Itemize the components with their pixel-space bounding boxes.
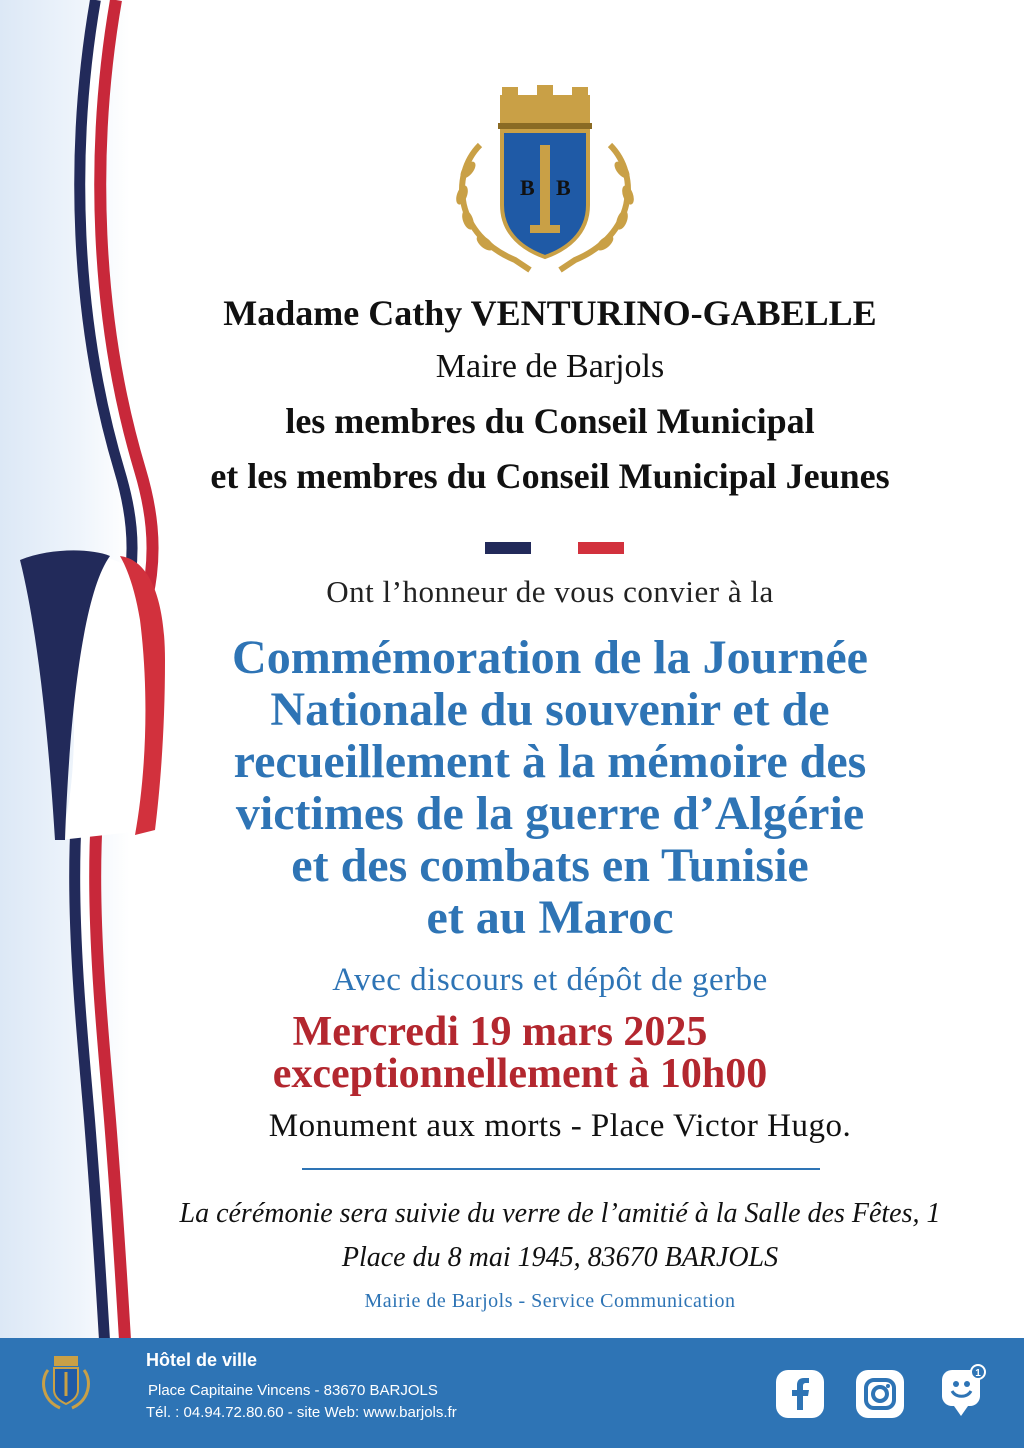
invitation-text: Ont l’honneur de vous convier à la [326, 574, 774, 609]
instagram-icon[interactable] [856, 1370, 904, 1418]
event-title-line: recueillement à la mémoire des [233, 735, 867, 788]
reception-note-line: Place du 8 mai 1945, 83670 BARJOLS [341, 1242, 779, 1273]
crest-letter-left: B [520, 175, 535, 200]
facebook-icon[interactable] [776, 1370, 824, 1418]
notification-count: 1 [975, 1368, 981, 1379]
footer-crest-logo [40, 1352, 92, 1414]
mayor-name: Madame Cathy VENTURINO-GABELLE [223, 293, 877, 333]
city-app-icon[interactable] [940, 1364, 986, 1420]
event-title [130, 632, 970, 944]
event-subtitle: Avec discours et dépôt de gerbe [332, 962, 768, 998]
youth-council-line: et les membres du Conseil Municipal Jeunes [210, 456, 890, 496]
flag-dash-red [578, 542, 624, 554]
event-title-line: et des combats en Tunisie [291, 839, 809, 892]
reception-note-line: La cérémonie sera suivie du verre de l’amitié à la Salle des Fêtes, 1 [179, 1198, 941, 1229]
credit-text: Mairie de Barjols - Service Communication [364, 1290, 736, 1312]
footer-title: Hôtel de ville [146, 1350, 258, 1370]
event-date: Mercredi 19 mars 2025 [292, 1009, 708, 1055]
footer-bar [0, 1338, 1024, 1448]
mayor-role: Maire de Barjols [435, 348, 665, 385]
event-time: exceptionnellement à 10h00 [272, 1051, 768, 1097]
event-title-line: Nationale du souvenir et de [270, 683, 830, 736]
event-title-line: Commémoration de la Journée [232, 631, 868, 684]
flag-dash-blue [485, 542, 531, 554]
event-location: Monument aux morts - Place Victor Hugo. [268, 1108, 852, 1144]
event-title-line: et au Maroc [426, 891, 674, 944]
footer-contact: Tél. : 04.94.72.80.60 - site Web: www.barjols.fr [146, 1404, 457, 1421]
reception-note [140, 1192, 980, 1280]
council-members-line: les membres du Conseil Municipal [285, 401, 815, 441]
footer-address: Place Capitaine Vincens - 83670 BARJOLS [148, 1382, 438, 1399]
barjols-crest-logo [440, 85, 650, 275]
event-title-line: victimes de la guerre d’Algérie [235, 787, 865, 840]
divider [302, 1168, 820, 1170]
crest-letter-right: B [556, 175, 571, 200]
